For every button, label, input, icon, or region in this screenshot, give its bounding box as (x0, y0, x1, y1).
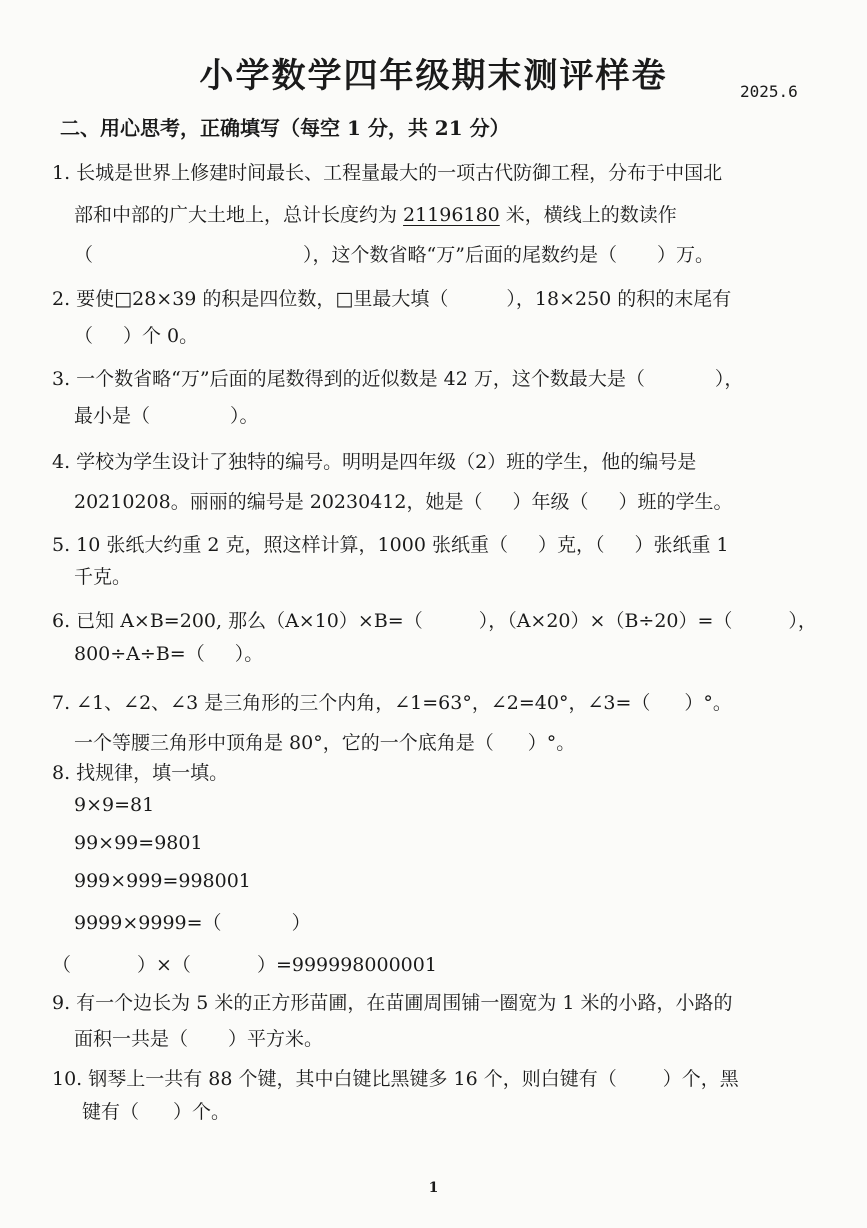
question-10-line-2 (82, 1097, 230, 1124)
question-3-line-1 (52, 364, 743, 391)
question-3-line-2 (74, 401, 259, 428)
question-7-line-2 (74, 728, 575, 755)
question-4-text: ）年级（ (512, 491, 589, 513)
question-4-line-2 (74, 487, 733, 514)
question-6-line-2 (74, 639, 263, 666)
question-10-text: 键有（ (82, 1101, 140, 1123)
section-heading: 二、用心思考，正确填写（每空 1 分，共 21 分） (60, 116, 510, 140)
question-6-line-1 (52, 606, 817, 633)
question-6-text: 6. 已知 A×B=200, 那么（A×10）×B=（ (52, 610, 423, 632)
question-1-line-3 (74, 240, 714, 267)
question-10-text: ）个。 (173, 1101, 231, 1123)
pattern-equation-4 (74, 908, 311, 935)
question-1-line-2 (74, 200, 677, 227)
question-4-text: 20210208。丽丽的编号是 20230412，她是（ (74, 491, 483, 513)
question-1-text: 部和中部的广大土地上，总计长度约为 (74, 204, 404, 226)
question-2-text: ），18×250 的积的末尾有 (506, 288, 732, 310)
question-3-text: ）， (714, 368, 744, 390)
question-10-line-1 (52, 1064, 739, 1091)
question-1-text: 米，横线上的数读作 (499, 204, 677, 226)
question-8-text: ）=999998000001 (256, 954, 437, 976)
question-2-line-1 (52, 284, 731, 311)
question-1-line-1: 1. 长城是世界上修建时间最长、工程量最大的一项古代防御工程，分布于中国北 (52, 162, 723, 184)
question-1-text: ）万。 (656, 244, 714, 266)
question-7-text: ）°。 (527, 732, 576, 754)
question-5-text: 5. 10 张纸大约重 2 克，照这样计算，1000 张纸重（ (52, 534, 508, 556)
page-number: 1 (428, 1180, 439, 1196)
question-3-text: 最小是（ (74, 405, 151, 427)
question-7-text: 一个等腰三角形中顶角是 80°，它的一个底角是（ (74, 732, 494, 754)
question-8-text: （ (52, 954, 72, 976)
question-2-line-2 (74, 321, 198, 348)
question-7-text: ）°。 (684, 692, 732, 714)
question-5-line-1 (52, 530, 729, 557)
question-9-line-1: 9. 有一个边长为 5 米的正方形苗圃，在苗圃周围铺一圈宽为 1 米的小路，小路的 (52, 992, 733, 1014)
question-6-text: 800÷A÷B=（ (74, 643, 205, 665)
question-3-text: ）。 (230, 405, 259, 427)
question-6-text: ）， (788, 610, 817, 632)
question-9-line-2 (74, 1024, 323, 1051)
question-6-text: ），（A×20）×（B÷20）=（ (478, 610, 733, 632)
question-4-line-1: 4. 学校为学生设计了独特的编号。明明是四年级（2）班的学生，他的编号是 (52, 451, 697, 473)
question-8-title: 8. 找规律，填一填。 (52, 762, 229, 784)
question-5-text: ）克，（ (537, 534, 605, 556)
exam-date: 2025.6 (740, 82, 798, 101)
pattern-equation-5 (52, 950, 437, 977)
question-8-text: ）×（ (137, 954, 191, 976)
question-7-line-1 (52, 688, 732, 715)
question-8-text: ） (291, 912, 311, 934)
question-5-line-2: 千克。 (74, 566, 132, 588)
question-2-text: 2. 要使□28×39 的积是四位数，□里最大填（ (52, 288, 449, 310)
page-title: 小学数学四年级期末测评样卷 (199, 56, 668, 96)
question-5-text: ）张纸重 1 (634, 534, 729, 556)
question-10-text: ）个，黑 (662, 1068, 739, 1090)
question-2-text: ）个 0。 (123, 325, 199, 347)
blank-open-paren: （ (74, 325, 94, 347)
pattern-equation-2: 99×99=9801 (74, 832, 203, 854)
pattern-equation-3: 999×999=998001 (74, 870, 251, 892)
blank-open-paren: （ (74, 244, 94, 266)
question-10-text: 10. 钢琴上一共有 88 个键，其中白键比黑键多 16 个，则白键有（ (52, 1068, 617, 1090)
question-7-text: 7. ∠1、∠2、∠3 是三角形的三个内角，∠1=63°，∠2=40°，∠3=（ (52, 692, 651, 714)
question-8-text: 9999×9999=（ (74, 912, 222, 934)
question-9-text: 面积一共是（ (74, 1028, 189, 1050)
question-6-text: ）。 (234, 643, 264, 665)
question-3-text: 3. 一个数省略“万”后面的尾数得到的近似数是 42 万，这个数最大是（ (52, 368, 645, 390)
underlined-number: 21196180 (403, 204, 500, 226)
question-4-text: ）班的学生。 (618, 491, 733, 513)
question-1-text: ），这个数省略“万”后面的尾数约是（ (303, 244, 617, 266)
pattern-equation-1: 9×9=81 (74, 794, 155, 816)
question-9-text: ）平方米。 (228, 1028, 324, 1050)
